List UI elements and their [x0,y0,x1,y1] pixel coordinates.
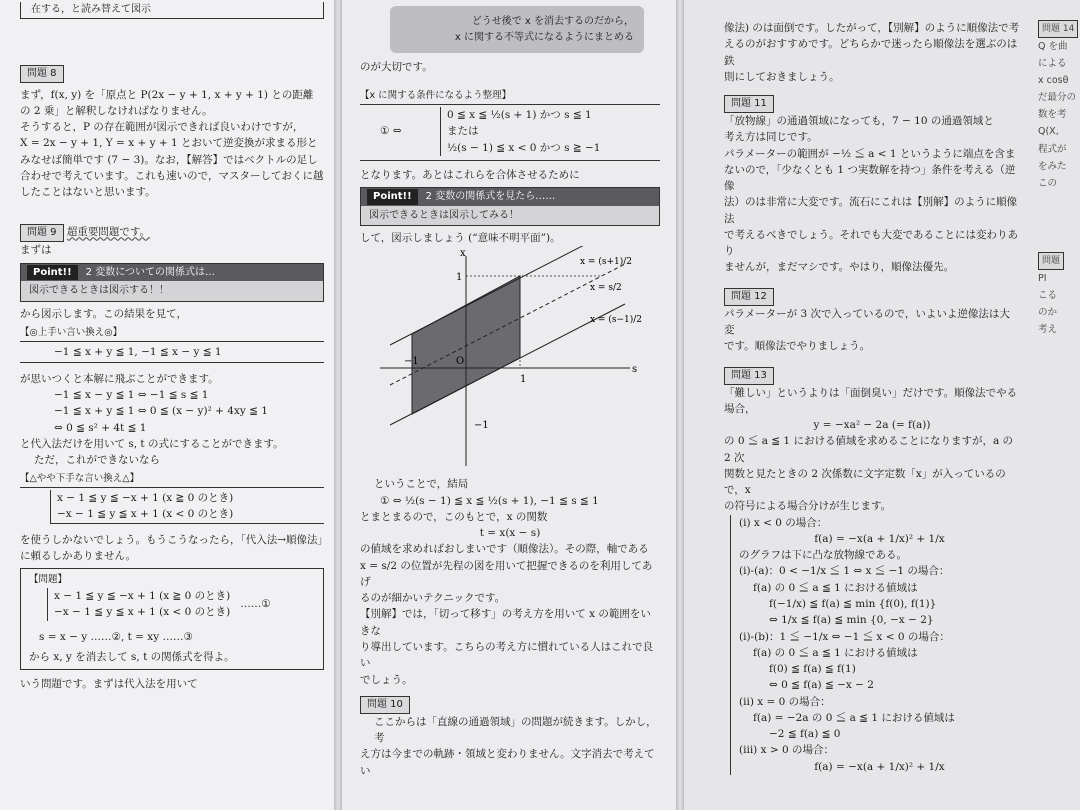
flow-eq: −1 ≦ x − y ≦ 1 ⇔ −1 ≦ s ≦ 1 [54,389,209,402]
problem-12-tag: 問題 12 [724,288,774,306]
case-line: −x − 1 ≦ y ≦ x + 1 (x < 0 のとき) [54,606,231,619]
flow-eq: −1 ≦ x + y ≦ 1 ⇔ 0 ≦ (x − y)² + 4xy ≦ 1 [54,405,268,418]
organize-block [360,107,660,161]
problem-9-tag: 問題 9 [20,224,64,242]
text-line: でしょう。 [360,673,413,686]
text-line: から図示します。この結果を見て， [20,307,187,320]
problem-13-tag: 問題 13 [724,367,774,385]
text-line: のが大切です。 [360,61,433,73]
line-label-lower: x = (s−1)/2 [590,315,643,326]
text-line: パラメーターの範囲が −½ ≦ a < 1 というように端点を含ま [724,147,1016,160]
case-1-head: (i) x < 0 の場合： [739,516,828,529]
text-line: そうすると，P の存在範囲が図示できれば良いわけですが， [20,121,304,134]
case-1b-range: f(a) の 0 ≦ a ≦ 1 における値域は [753,646,918,659]
text-line: いう問題です。まずは代入法を用いて [20,678,198,691]
text-line: 考え [1038,324,1058,336]
good-rephrase-head: 【◎上手い言い換え◎】 [20,326,324,342]
problem-box [20,568,324,670]
text-line: のか [1038,307,1058,319]
left-page [0,0,338,810]
organize-cases [440,107,600,156]
text-line: X = 2x − y + 1, Y = x + y + 1 とおいて逆変換が求まる形と [20,137,318,150]
text-line: だ最分の [1038,92,1077,104]
graph-svg [360,246,660,476]
problem-11 [724,95,1020,276]
problem-12 [724,288,1020,355]
callout-box [390,6,644,53]
text-line: え方は今までの軌跡・領域と変わりません。文字消去で考えてい [360,748,655,777]
case-1b-eq1: f(0) ≦ f(a) ≦ f(1) [769,663,856,676]
text-line: による [1038,58,1067,70]
origin-label: O [456,356,465,368]
result-eq: ① ⇔ ½(s − 1) ≦ x ≦ ½(s + 1), −1 ≦ s ≦ 1 [380,494,599,507]
text-line: まずは [20,244,52,257]
case-1a-eq1: f(−1/x) ≦ f(a) ≦ min {f(0), f(1)} [769,597,937,610]
page-gutter [334,0,342,810]
text-line: とまとまるので，このもとで，x の関数 [360,510,548,523]
case-line: 0 ≦ x ≦ ½(s + 1) かつ s ≦ 1 [447,108,592,121]
case-1-note: のグラフは下に凸な放物線である。 [739,549,907,562]
text-line: えるのがおすすめです。どちらかで迷ったら順像法を選ぶのは鉄 [724,38,1018,67]
text-line: り導出しています。こちらの考え方に慣れている人はこれで良い [360,640,654,670]
problem-10-tag: 問題 10 [360,696,410,714]
case-1b-eq2: ⇔ 0 ≦ f(a) ≦ −x − 2 [769,679,874,692]
text-line: の 0 ≦ a ≦ 1 における値域を求めることになりますが，a の 2 次 [724,435,1014,464]
function-eq: t = x(x − s) [479,527,541,540]
callout-line: x に関する不等式になるようにまとめる [454,31,634,43]
callout-line: どうせ後で x を消去するのだから， [471,16,634,27]
text-line: 像法) のは面倒です。したがって，【別解】のように順像法で考 [724,22,1020,34]
point-body: 図示できるときは図示してみる！ [361,206,659,226]
text-line: 「放物線」の通過領域になっても，7 − 10 の通過領域と [724,115,994,128]
case-analysis [730,515,1020,775]
case-line: −x − 1 ≦ y ≦ x + 1 (x < 0 のとき) [57,508,234,521]
problem-8-text [20,87,324,201]
case-1a-head: (i)-(a)：0 < −1/x ≦ 1 ⇔ x ≦ −1 の場合： [739,565,950,578]
line-label-middle: x = s/2 [590,283,622,294]
text-line: x cosθ [1038,75,1069,87]
case-line: x − 1 ≦ y ≦ −x + 1 (x ≧ 0 のとき) [57,492,234,505]
page-gutter [676,0,684,810]
text-line: 関数と見たときの 2 次係数に文字定数「x」が入っているので，x [724,467,1006,497]
problem-8-tag: 問題 8 [20,65,64,83]
text-line: 「難しい」というよりは「面倒臭い」だけです。順像法でやる [724,386,1018,399]
point-body: 図示できるときは図示する！！ [21,281,323,301]
case-2-eq: f(a) = −2a の 0 ≦ a ≦ 1 における値域は [753,711,955,724]
text-line: みなせば簡単です (7 − 3)。なお，【解答】ではベクトルの足し [20,153,318,166]
text-line: ただ，これができないなら [34,454,160,467]
problem-cases [47,588,230,621]
case-1a-range: f(a) の 0 ≦ a ≦ 1 における値域は [753,581,918,594]
case-2-head: (ii) x = 0 の場合： [739,695,831,708]
x-axis-label: x [460,248,466,260]
problem-11-tag: 問題 11 [724,95,774,113]
point-box [20,263,324,302]
text-line: 数を考 [1038,109,1067,121]
problem-next-tag: 問題 [1038,252,1064,270]
text-line: を使うしかないでしょう。もうこうなったら，「代入法→順像法」 [20,533,329,546]
text-line: です。順像法でやりましょう。 [724,340,871,353]
case-1b-head: (i)-(b)：1 ≦ −1/x ⇔ −1 ≦ x < 0 の場合： [739,630,950,643]
problem-cases-row [29,588,315,621]
right-edge-column [1038,20,1080,338]
text-line: 則にしておきましょう。 [724,70,840,83]
case-1a-eq2: ⇔ 1/x ≦ f(a) ≦ min {0, −x − 2} [769,614,934,627]
case-2-result: −2 ≦ f(a) ≦ 0 [769,728,841,741]
problem-head: 【問題】 [29,574,68,586]
text-line: 程式が [1038,143,1067,155]
text-line: PI [1038,272,1047,284]
text-line: となります。あとはこれらを合体させるために [360,168,580,181]
point-title: 2 変数の関係式を見たら…… [425,191,556,203]
text-line: パラメーターが 3 次で入っているので，いよいよ逆像法は大変 [724,307,1010,336]
point-box [360,187,660,226]
problem-14-tag: 問題 14 [1038,20,1078,38]
text-line: の値域を求めればおしまいです（順像法）。その際，軸である [360,543,649,556]
problem-end: から x, y を消去して s, t の関係式を得よ。 [29,650,235,663]
right-page [680,0,1080,810]
text-line: 考え方は同じです。 [724,131,818,144]
text-line: して，図示しましょう (“意味不明平面”)。 [360,232,561,245]
text-line: ということで，結局 [374,478,469,491]
case-line: x − 1 ≦ y ≦ −x + 1 (x ≧ 0 のとき) [54,589,231,602]
p13-eq: y = −xa² − 2a (= f(a)) [813,419,931,432]
tick-label-s-neg1: −1 [404,356,419,368]
text-line: の 2 乗」と解釈しなければなりません。 [20,104,213,117]
point-title: 2 変数についての関係式は… [85,266,215,278]
text-line: こる [1038,289,1058,301]
case-1-eq: f(a) = −x(a + 1/x)² + 1/x [814,532,945,545]
point-label: Point!! [367,189,418,205]
case-line: または [447,125,479,138]
bad-rephrase-cases [50,490,324,524]
line-label-upper: x = (s+1)/2 [580,257,633,268]
organize-head: 【x に関する条件になるよう整理】 [360,89,660,105]
important-note: 超重要問題です。 [66,226,151,239]
text-line: が思いつくと本解に飛ぶことができます。 [20,372,219,385]
text-line: をみた [1038,160,1067,172]
s-axis-label: s [632,364,638,376]
problem-def: s = x − y ……②, t = xy ……③ [39,630,193,643]
text-line: の符号による場合分けが生じます。 [724,500,892,513]
text-line: と代入法だけを用いて s, t の式にすることができます。 [20,437,284,450]
text-line: したことはないと思います。 [20,186,156,199]
text-line: で考えるべきでしょう。それでも大変であることには変わりあり [724,228,1018,258]
text-line: Q(X, [1038,126,1059,138]
text-line: まず，f(x, y) を「原点と P(2x − y + 1, x + y + 1) との距離 [20,88,314,101]
text-line: に頼るしかありません。 [20,549,137,562]
problem-10 [360,696,660,779]
text-line: ないので，「少なくとも 1 つ実数解を持つ」条件を考える（逆像 [724,163,1016,193]
text-line: 法）のは非常に大変です。流石にこれは【別解】のように順像法 [724,196,1018,225]
tick-label-x-neg1: −1 [474,420,489,432]
text-line: 合わせで考えています。これも速いので，マスターしておくに越 [20,169,324,182]
problem-8 [20,65,324,201]
text-line: Q を曲 [1038,41,1068,52]
bad-rephrase-head: 【△やや下手な言い換え△】 [20,472,324,488]
problem-9 [20,220,329,692]
case-line: ½(s − 1) ≦ x < 0 かつ s ≧ −1 [447,141,601,154]
case-3-head: (iii) x > 0 の場合： [739,744,835,757]
flow-eq: ⇔ 0 ≦ s² + 4t ≦ 1 [54,421,147,434]
organize-lead: ① ⇔ [380,125,402,138]
top-box: 在する，と読み替えて図示 [20,2,324,19]
problem-13 [724,367,1020,775]
eq-ref: ……① [240,598,271,611]
region-graph [360,246,660,476]
text-line: るのが細かいテクニックです。 [360,592,506,605]
point-label: Point!! [27,265,78,281]
text-line: x = s/2 の位置が先程の図を用いて把握できるのを利用してあげ [360,559,653,588]
text-line: ここからは「直線の通過領域」の問題が続きます。しかし，考 [374,715,657,745]
text-line: 場合， [724,402,756,415]
good-rephrase-eq: −1 ≦ x + y ≦ 1, −1 ≦ x − y ≦ 1 [20,344,324,363]
text-line: 【別解】では，「切って移す」の考え方を用いて x の範囲をいきな [360,608,651,637]
tick-label-x-1: 1 [456,272,463,284]
case-3-eq: f(a) = −x(a + 1/x)² + 1/x [814,760,945,773]
text-line: この [1038,177,1058,189]
tick-label-s-1: 1 [520,374,527,386]
text-line: ませんが，まだマシです。やはり，順像法優先。 [724,261,955,274]
middle-page [338,0,680,810]
